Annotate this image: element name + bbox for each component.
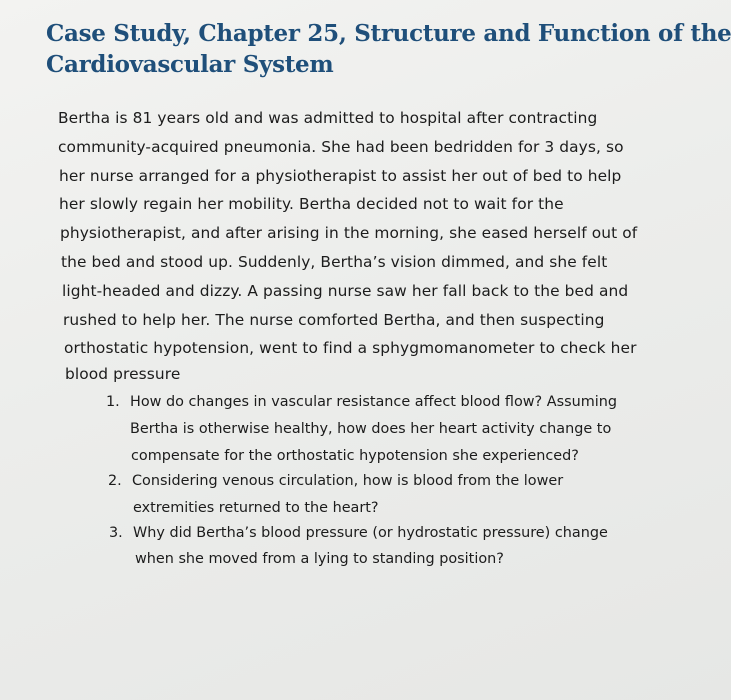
paragraph-line: rushed to help her. The nurse comforted Bertha, and then suspecting — [63, 311, 605, 329]
question-line: when she moved from a lying to standing position? — [135, 551, 504, 567]
question-line: compensate for the orthostatic hypotension she experienced? — [131, 448, 579, 464]
paragraph-line: her nurse arranged for a physiotherapist to assist her out of bed to help — [59, 167, 622, 185]
question-line: Why did Bertha’s blood pressure (or hydrostatic pressure) change — [133, 525, 608, 541]
paragraph-line: blood pressure — [65, 365, 181, 383]
paragraph-line: her slowly regain her mobility. Bertha decided not to wait for the — [59, 195, 564, 213]
paragraph-line: light-headed and dizzy. A passing nurse saw her fall back to the bed and — [62, 282, 629, 300]
case-study-title — [46, 18, 731, 80]
title-line-1: Case Study, Chapter 25, Structure and Function of the — [46, 20, 731, 47]
paragraph-line: orthostatic hypotension, went to find a sphygmomanometer to check her — [64, 339, 637, 357]
paragraph-line: community-acquired pneumonia. She had been bedridden for 3 days, so — [58, 138, 624, 156]
question-line: How do changes in vascular resistance affect blood flow? Assuming — [130, 394, 617, 410]
question-line: extremities returned to the heart? — [133, 500, 379, 516]
paragraph-line: the bed and stood up. Suddenly, Bertha’s vision dimmed, and she felt — [61, 253, 608, 271]
question-number: 3. — [109, 525, 123, 541]
question-number: 1. — [106, 394, 120, 410]
paragraph-line: Bertha is 81 years old and was admitted to hospital after contracting — [58, 109, 598, 127]
paragraph-line: physiotherapist, and after arising in the morning, she eased herself out of — [60, 224, 638, 242]
question-line: Considering venous circulation, how is blood from the lower — [132, 473, 564, 489]
question-line: Bertha is otherwise healthy, how does her heart activity change to — [130, 421, 612, 437]
question-number: 2. — [108, 473, 122, 489]
title-line-2: Cardiovascular System — [46, 51, 334, 78]
